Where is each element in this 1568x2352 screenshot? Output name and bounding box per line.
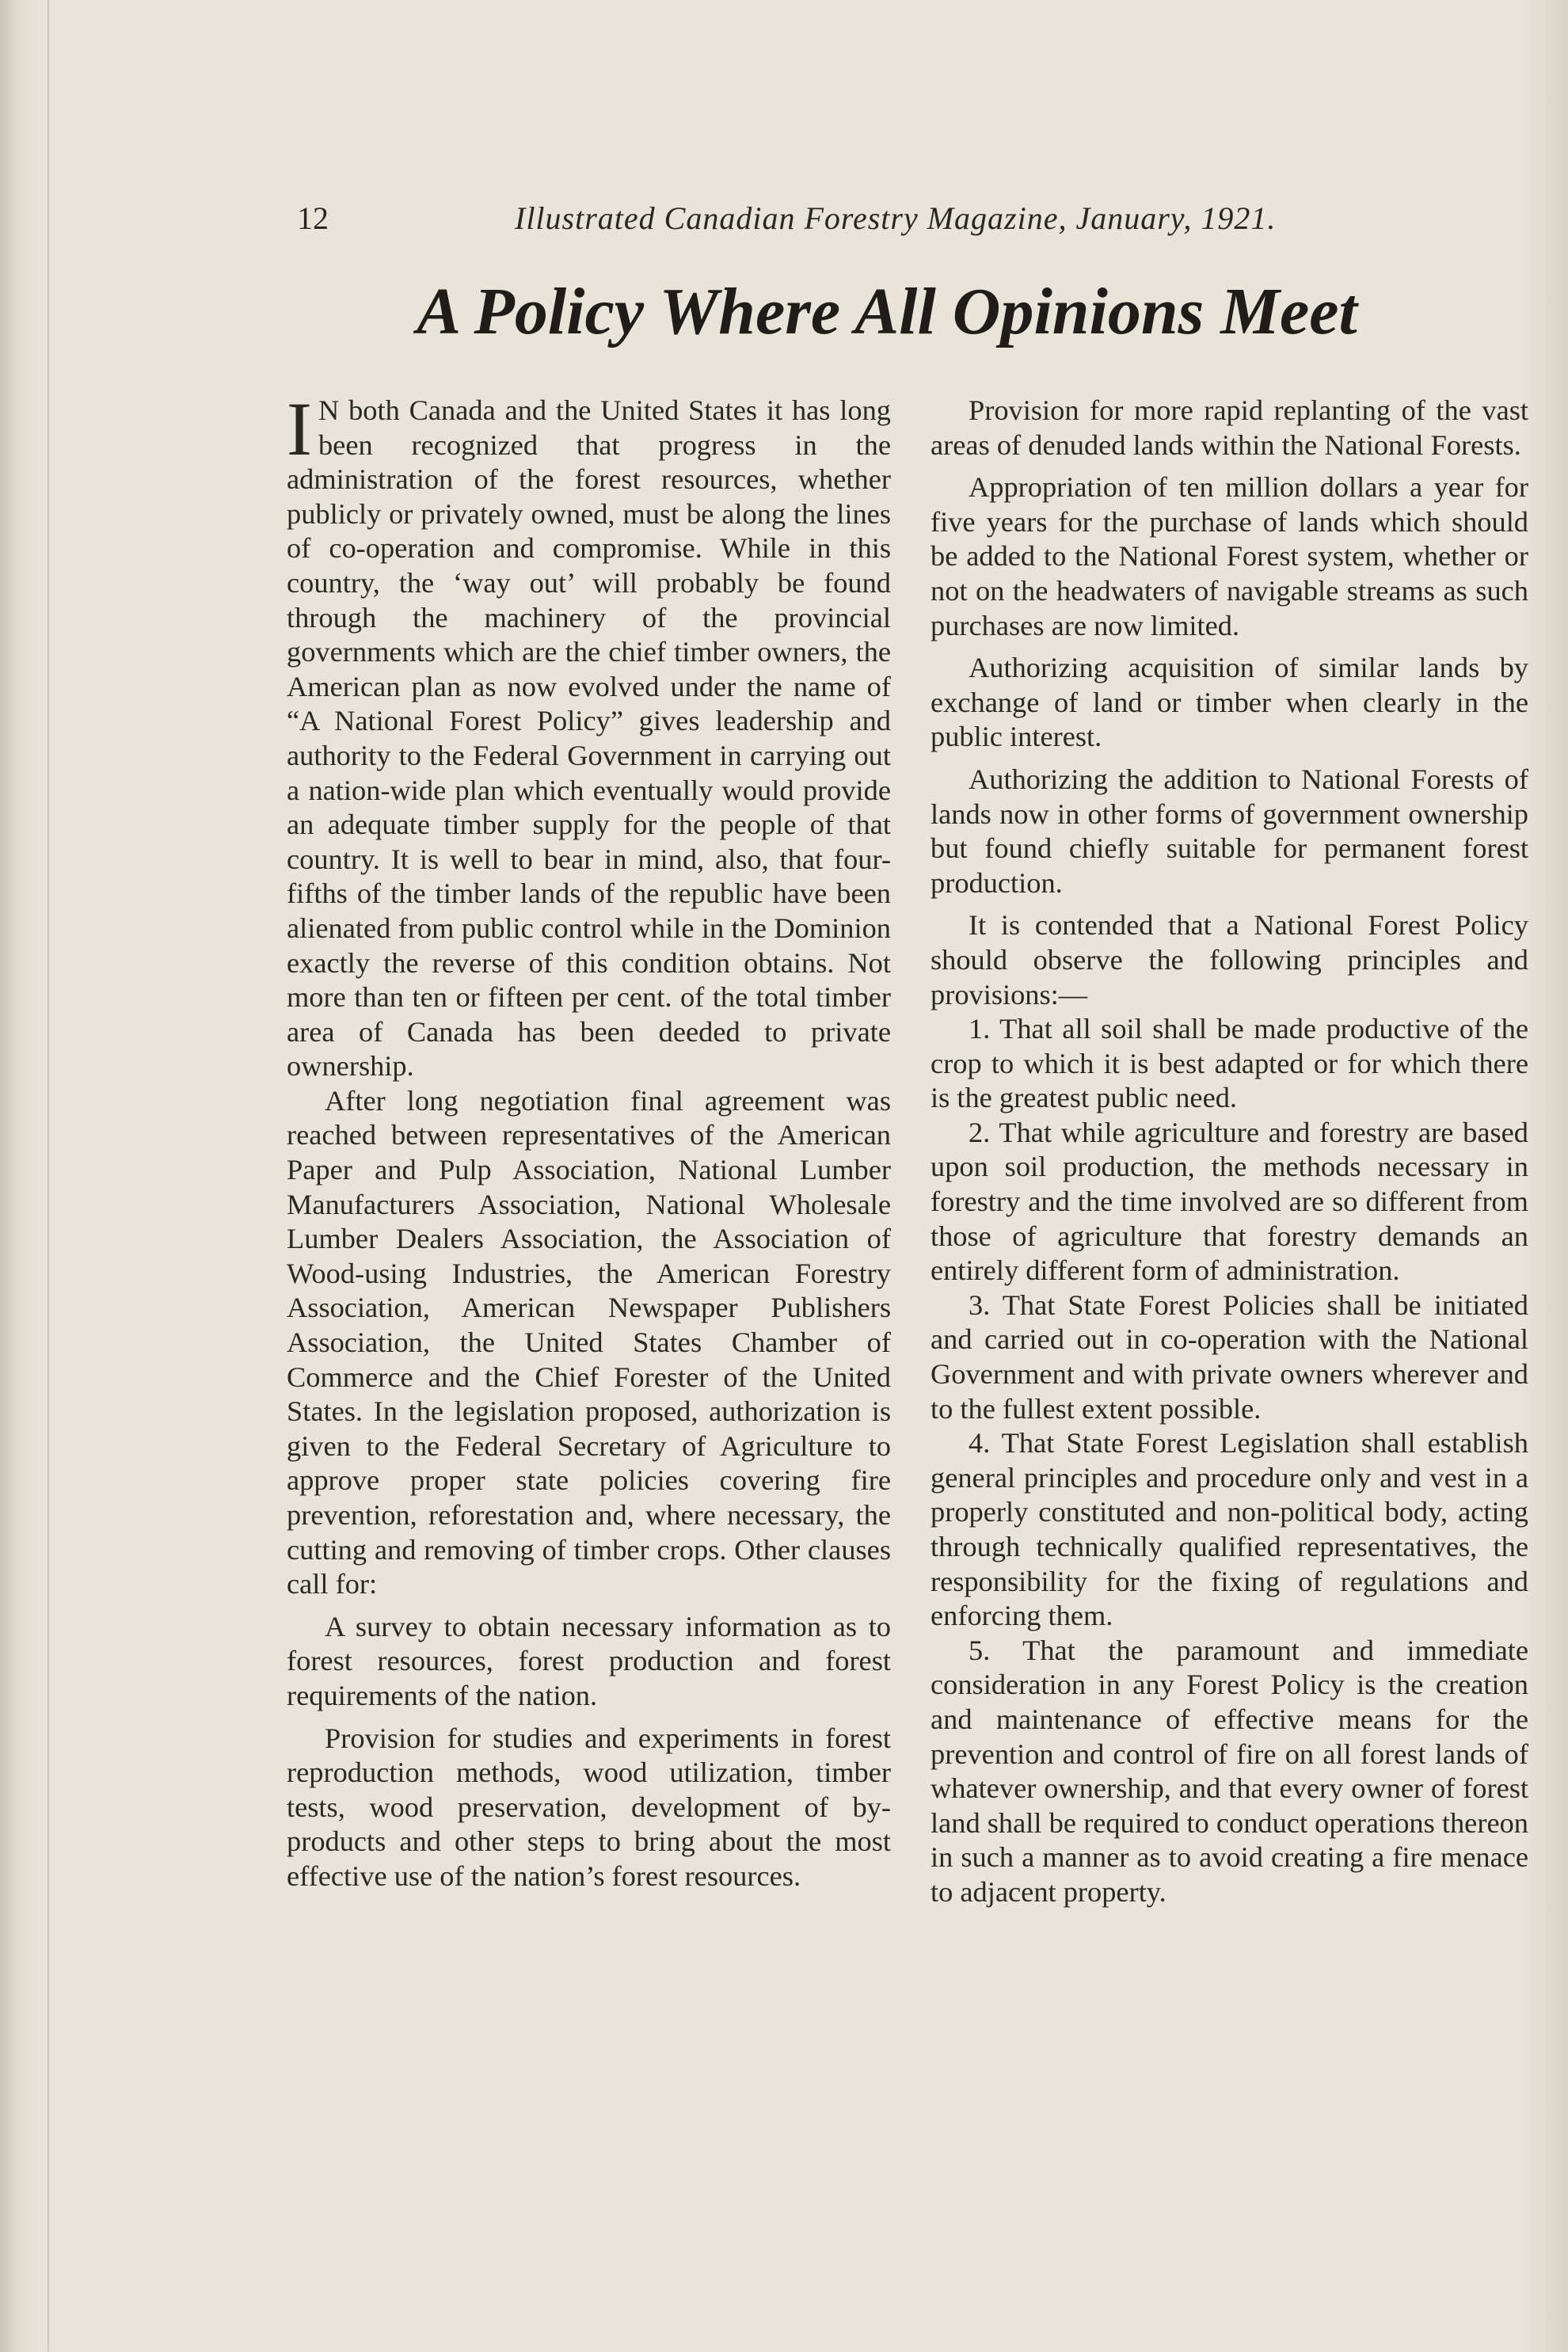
journal-title-line: Illustrated Canadian Forestry Magazine, January, 1921. (515, 200, 1277, 236)
principle-3: 3. That State Forest Policies shall be initiated and carried out in co-operation with the National Government and with private owners wherever and to the fullest extent possible. (931, 1288, 1528, 1425)
paragraph-7: Authorizing acquisition of similar lands by exchange of land or timber when clearly in the public interest. (931, 652, 1528, 753)
running-head (297, 200, 1342, 247)
binding-edge (0, 0, 55, 2352)
paragraph-4: Provision for studies and experiments in forest reproduction methods, wood utilization, timber tests, wood preservation, development of by-products and other steps to bring about the most effective use of the nation’s forest resources. (287, 1722, 891, 1892)
principle-5: 5. That the paramount and immediate consideration in any Forest Policy is the creation and maintenance of effective means for the prevention and control of fire on all forest lands of whatever ownership, and that every owner of forest land shall be required to conduct operations thereon in such a manner as to avoid creating a fire menace to adjacent property. (931, 1634, 1528, 1908)
paragraph-8: Authorizing the addition to National Forests of lands now in other forms of government ownership but found chiefly suitable for permanent forest production. (931, 763, 1528, 899)
principle-1: 1. That all soil shall be made productive of the crop to which it is best adapted or for which there is the greatest public need. (931, 1013, 1528, 1114)
principle-2: 2. That while agriculture and forestry are based upon soil production, the methods necessary in forestry and the time involved are so different from those of agriculture that forestry demands an entirely different form of administration. (931, 1116, 1528, 1287)
drop-cap: I (287, 386, 312, 471)
paragraph-2: After long negotiation final agreement was reached between representatives of the American Paper and Pulp Association, National Lumber Manufacturers Association, National Wholesale Lumber Dealers Association, the Association of Wood-using Industries, the American Forestry Association, American Newspaper Publishers Association, the United States Chamber of Commerce and the Chief Forester of the United States. In the legislation proposed, authorization is given to the Federal Secretary of Agriculture to approve proper state policies covering fire prevention, reforestation and, where necessary, the cutting and removing of timber crops. Other clauses call for: (287, 1084, 891, 1600)
left-column (287, 386, 891, 1894)
article-title: A Policy Where All Opinions Meet (417, 275, 1357, 348)
paragraph-5: Provision for more rapid replanting of the vast areas of denuded lands within the National Forests. (931, 394, 1528, 461)
principle-4: 4. That State Forest Legislation shall establish general principles and procedure only and vest in a properly constituted and non-political body, acting through technically qualified representatives, the responsibility for the fixing of regulations and enforcing them. (931, 1427, 1528, 1632)
paragraph-1-text: N both Canada and the United States it has long been recognized that progress in the administration of the forest resources, whether publicly or privately owned, must be along the lines of co-operation and compromise. While in this country, the ‘way out’ will probably be found through the machinery of the provincial governments which are the chief timber owners, the American plan as now evolved under the name of “A National Forest Policy” gives leadership and authority to the Federal Government in carrying out a nation-wide plan which eventually would provide an adequate timber supply for the people of that country. It is well to bear in mind, also, that four-fifths of the timber lands of the republic have been alienated from public control while in the Dominion exactly the reverse of this condition obtains. Not more than ten or fifteen per cent. of the total timber area of Canada has been deeded to private ownership. (287, 394, 891, 1083)
page-number: 12 (297, 200, 329, 236)
paragraph-9: It is contended that a National Forest Policy should observe the following principles and provisions:— (931, 909, 1528, 1010)
paragraph-3: A survey to obtain necessary information as to forest resources, forest production and forest requirements of the nation. (287, 1610, 891, 1711)
paragraph-1 (287, 386, 891, 1084)
paragraph-6: Appropriation of ten million dollars a year for five years for the purchase of lands which should be added to the National Forest system, whether or not on the headwaters of navigable streams as such purchases are now limited. (931, 471, 1528, 641)
right-column (931, 394, 1528, 1910)
